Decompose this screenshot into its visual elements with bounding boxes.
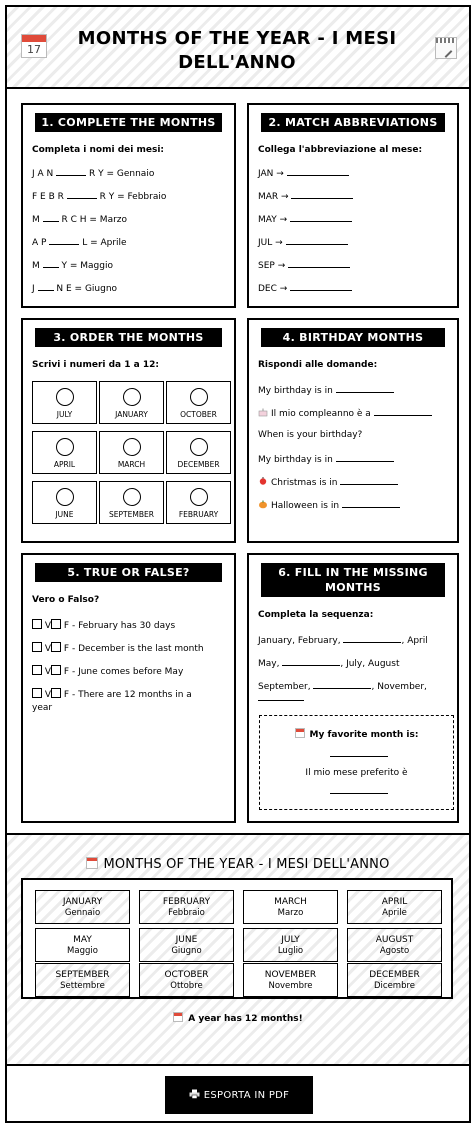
number-circle[interactable] [190, 438, 208, 456]
year-note: A year has 12 months! [7, 1012, 469, 1024]
calendar-icon-number: 17 [27, 43, 41, 56]
notepad-icon [435, 37, 457, 59]
calendar-icon [173, 1012, 183, 1022]
favorite-month-answer[interactable] [330, 756, 388, 757]
favorite-month-answer-it[interactable] [330, 793, 388, 794]
month-card: DECEMBER Dicembre [347, 963, 442, 997]
months-reference-title: MONTHS OF THE YEAR - I MESI DELL'ANNO [7, 857, 469, 872]
page-title: MONTHS OF THE YEAR - I MESI DELL'ANNO [77, 28, 397, 73]
match-item[interactable]: JUL → [258, 236, 348, 248]
true-checkbox[interactable] [32, 619, 42, 629]
calendar-icon [295, 728, 305, 738]
complete-item[interactable]: M Y = Maggio [32, 261, 113, 271]
match-item[interactable]: DEC → [258, 282, 352, 294]
false-checkbox[interactable] [51, 665, 61, 675]
section-title: 6. FILL IN THE MISSING MONTHS [261, 563, 445, 597]
section-instruction: Collega l'abbreviazione al mese: [258, 145, 423, 155]
true-checkbox[interactable] [32, 665, 42, 675]
complete-item[interactable]: A P L = Aprile [32, 238, 127, 248]
true-checkbox[interactable] [32, 642, 42, 652]
month-card: FEBRUARY Febbraio [139, 890, 234, 924]
number-circle[interactable] [56, 388, 74, 406]
complete-item[interactable]: M R C H = Marzo [32, 215, 128, 225]
page-footer [7, 1064, 469, 1121]
false-checkbox[interactable] [51, 688, 61, 698]
number-circle[interactable] [190, 388, 208, 406]
favorite-month-box [259, 715, 454, 810]
match-item[interactable]: MAR → [258, 190, 353, 202]
month-card: NOVEMBER Novembre [243, 963, 338, 997]
section-title: 5. TRUE OR FALSE? [35, 563, 222, 582]
number-circle[interactable] [190, 488, 208, 506]
section-instruction: Completa la sequenza: [258, 610, 374, 620]
section-match-abbreviations [247, 103, 459, 308]
order-month-box[interactable]: APRIL [32, 431, 97, 474]
section-birthday-months [247, 318, 459, 543]
month-card: APRIL Aprile [347, 890, 442, 924]
sequence-blank[interactable] [258, 692, 304, 704]
month-card: OCTOBER Ottobre [139, 963, 234, 997]
true-false-item: V F - There are 12 months in a [32, 688, 192, 700]
false-checkbox[interactable] [51, 619, 61, 629]
calendar-icon [21, 34, 47, 58]
order-month-box[interactable]: JUNE [32, 481, 97, 524]
false-checkbox[interactable] [51, 642, 61, 652]
order-month-box[interactable]: MARCH [99, 431, 164, 474]
calendar-icon [86, 857, 98, 869]
number-circle[interactable] [123, 438, 141, 456]
section-instruction: Rispondi alle domande: [258, 360, 378, 370]
section-instruction: Vero o Falso? [32, 595, 100, 605]
section-order-months [21, 318, 236, 543]
number-circle[interactable] [123, 388, 141, 406]
months-grid [21, 878, 453, 999]
export-pdf-button[interactable]: ESPORTA IN PDF [165, 1076, 313, 1114]
page-header [7, 7, 469, 89]
cake-icon [258, 407, 268, 417]
section-title: 4. BIRTHDAY MONTHS [261, 328, 445, 347]
sequence-line[interactable]: May, , July, August [258, 659, 400, 669]
month-card: JANUARY Gennaio [35, 890, 130, 924]
section-complete-months [21, 103, 236, 308]
complete-item[interactable]: J N E = Giugno [32, 284, 118, 294]
christmas-ornament-icon [258, 476, 268, 486]
halloween-line[interactable]: Halloween is in [258, 499, 400, 511]
order-month-box[interactable]: JANUARY [99, 381, 164, 424]
month-card: MARCH Marzo [243, 890, 338, 924]
month-card: AUGUST Agosto [347, 928, 442, 962]
true-false-item: V F - June comes before May [32, 665, 183, 677]
birthday-line[interactable]: My birthday is in [258, 384, 394, 396]
order-month-box[interactable]: SEPTEMBER [99, 481, 164, 524]
order-month-box[interactable]: FEBRUARY [166, 481, 231, 524]
section-title: 1. COMPLETE THE MONTHS [35, 113, 222, 132]
section-title: 2. MATCH ABBREVIATIONS [261, 113, 445, 132]
pumpkin-icon [258, 499, 268, 509]
match-item[interactable]: SEP → [258, 259, 350, 271]
printer-icon [189, 1089, 200, 1099]
order-month-box[interactable]: OCTOBER [166, 381, 231, 424]
month-card: MAY Maggio [35, 928, 130, 962]
month-card: JULY Luglio [243, 928, 338, 962]
order-month-box[interactable]: DECEMBER [166, 431, 231, 474]
true-false-item: V F - December is the last month [32, 642, 204, 654]
true-false-continuation: year [32, 703, 53, 713]
favorite-month-label: My favorite month is: [260, 728, 453, 740]
section-true-false [21, 553, 236, 823]
birthday-line[interactable]: Il mio compleanno è a [258, 407, 432, 419]
complete-item[interactable]: F E B R R Y = Febbraio [32, 192, 167, 202]
true-checkbox[interactable] [32, 688, 42, 698]
match-item[interactable]: MAY → [258, 213, 352, 225]
worksheet [5, 5, 471, 1123]
number-circle[interactable] [56, 488, 74, 506]
favorite-month-label-it: Il mio mese preferito è [305, 768, 408, 778]
order-month-box[interactable]: JULY [32, 381, 97, 424]
number-circle[interactable] [56, 438, 74, 456]
month-card: JUNE Giugno [139, 928, 234, 962]
complete-item[interactable]: J A N R Y = Gennaio [32, 169, 155, 179]
section-fill-missing [247, 553, 459, 823]
birthday-question: When is your birthday? [258, 430, 363, 440]
month-card: SEPTEMBER Settembre [35, 963, 130, 997]
section-instruction: Scrivi i numeri da 1 a 12: [32, 360, 159, 370]
true-false-item: V F - February has 30 days [32, 619, 175, 631]
section-instruction: Completa i nomi dei mesi: [32, 145, 164, 155]
section-title: 3. ORDER THE MONTHS [35, 328, 222, 347]
sequence-line[interactable]: September, , November, [258, 682, 427, 692]
match-item[interactable]: JAN → [258, 167, 349, 179]
number-circle[interactable] [123, 488, 141, 506]
months-reference [7, 833, 469, 1064]
sequence-line[interactable]: January, February, , April [258, 636, 428, 646]
christmas-line[interactable]: Christmas is in [258, 476, 398, 488]
birthday-line[interactable]: My birthday is in [258, 453, 394, 465]
